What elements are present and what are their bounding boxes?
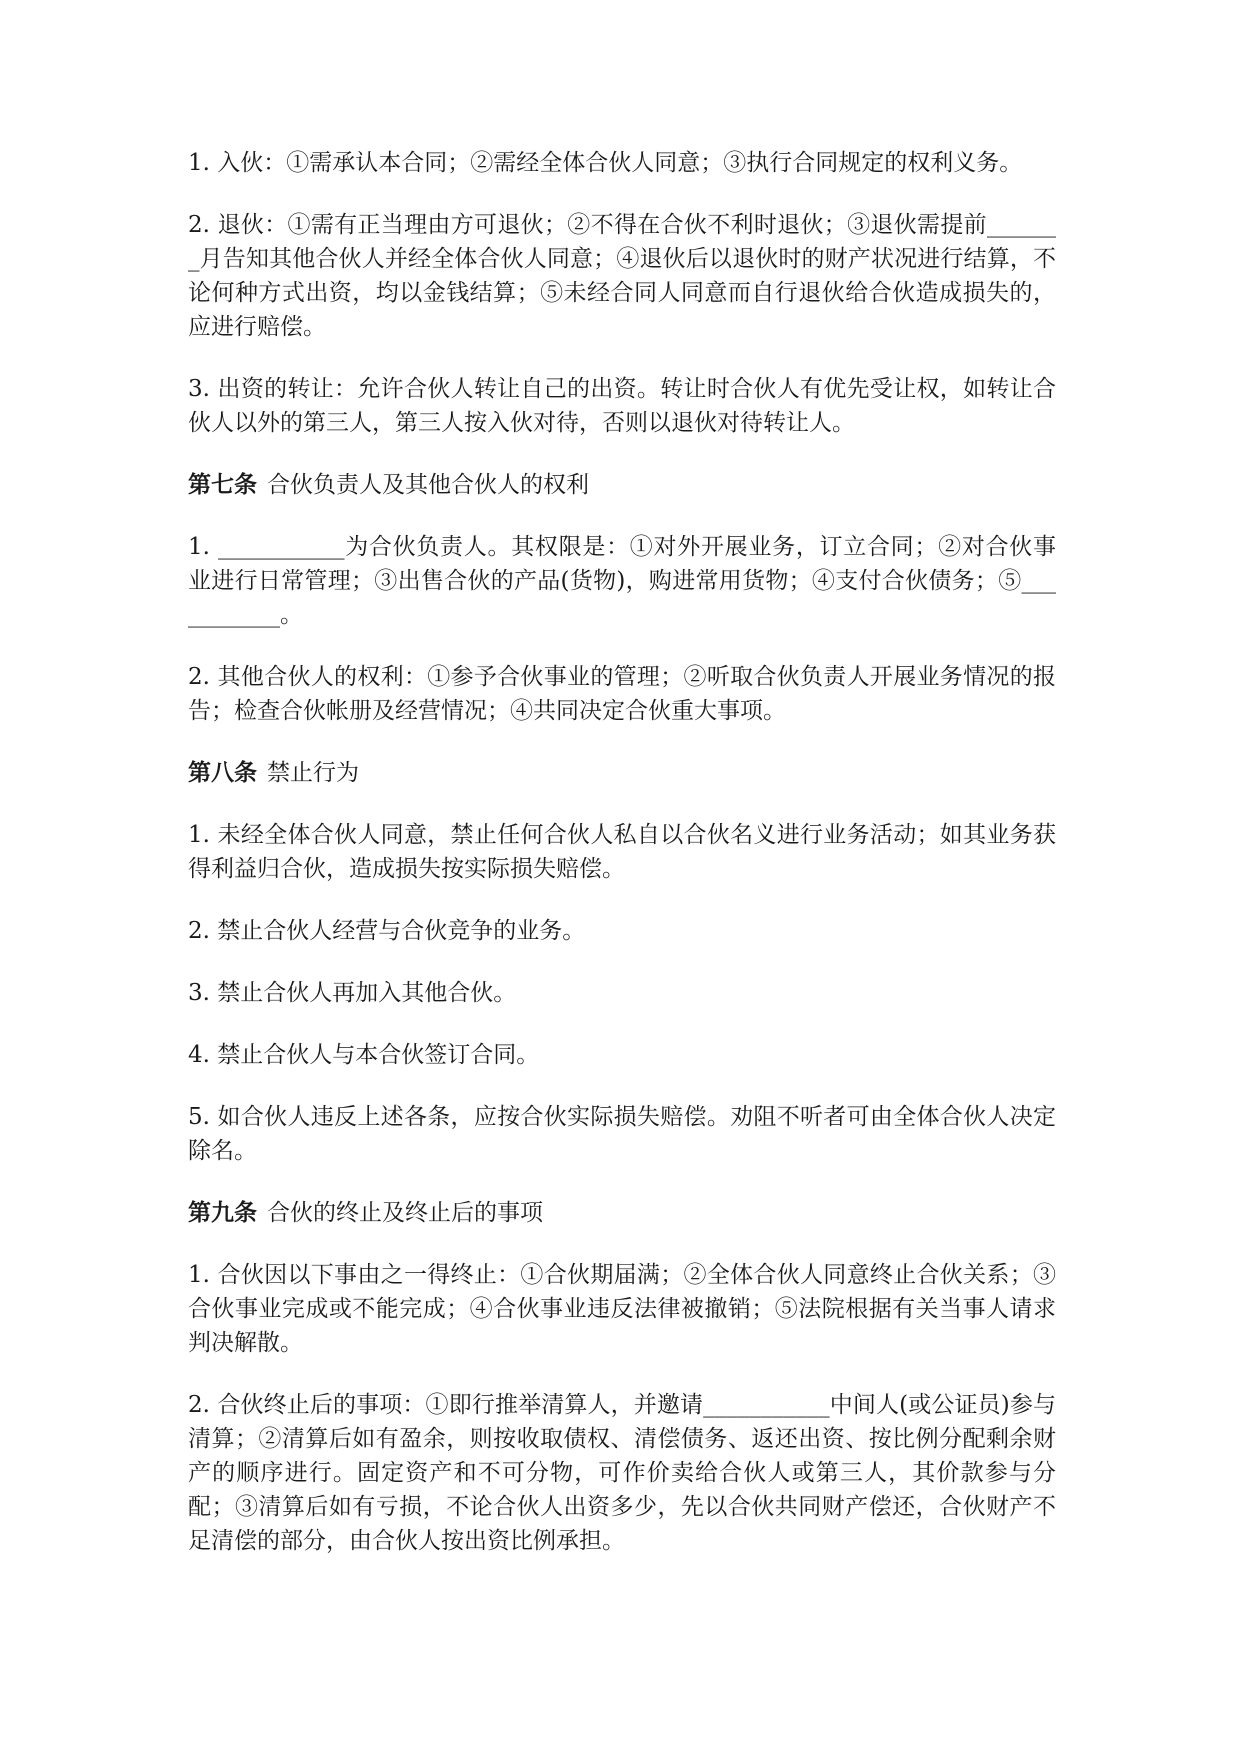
clause-paragraph: 2. 其他合伙人的权利：①参予合伙事业的管理；②听取合伙负责人开展业务情况的报告；检查合伙帐册及经营情况；④共同决定合伙重大事项。 [188,664,1056,724]
article-heading [188,756,1056,790]
article-number: 第八条 [188,760,257,786]
article-title: 合伙负责人及其他合伙人的权利 [267,472,589,498]
clause-paragraph: 2. 禁止合伙人经营与合伙竞争的业务。 [188,918,586,944]
clause-paragraph: 5. 如合伙人违反上述各条，应按合伙实际损失赔偿。劝阻不听者可由全体合伙人决定除名。 [188,1104,1056,1164]
article-heading [188,468,1056,502]
article-title: 合伙的终止及终止后的事项 [267,1200,543,1226]
clause-paragraph: 1. ___________为合伙负责人。其权限是：①对外开展业务，订立合同；②对合伙事业进行日常管理；③出售合伙的产品(货物)，购进常用货物；④支付合伙债务；⑤___________。 [188,534,1056,628]
clause-paragraph: 4. 禁止合伙人与本合伙签订合同。 [188,1042,540,1068]
article-title: 禁止行为 [267,760,359,786]
clause-paragraph: 2. 退伙：①需有正当理由方可退伙；②不得在合伙不利时退伙；③退伙需提前_______月告知其他合伙人并经全体合伙人同意；④退伙后以退伙时的财产状况进行结算，不论何种方式出资，均以金钱结算；⑤未经合同人同意而自行退伙给合伙造成损失的，应进行赔偿。 [188,212,1056,340]
document-body [188,146,1056,1586]
clause-paragraph: 1. 合伙因以下事由之一得终止：①合伙期届满；②全体合伙人同意终止合伙关系；③合伙事业完成或不能完成；④合伙事业违反法律被撤销；⑤法院根据有关当事人请求判决解散。 [188,1262,1056,1356]
article-number: 第九条 [188,1200,257,1226]
clause-paragraph: 3. 禁止合伙人再加入其他合伙。 [188,980,517,1006]
clause-paragraph: 3. 出资的转让：允许合伙人转让自己的出资。转让时合伙人有优先受让权，如转让合伙人以外的第三人，第三人按入伙对待，否则以退伙对待转让人。 [188,376,1056,436]
article-heading [188,1196,1056,1230]
clause-paragraph: 2. 合伙终止后的事项：①即行推举清算人，并邀请___________中间人(或公证员)参与清算；②清算后如有盈余，则按收取债权、清偿债务、返还出资、按比例分配剩余财产的顺序进行。固定资产和不可分物，可作价卖给合伙人或第三人，其价款参与分配；③清算后如有亏损，不论合伙人出资多少，先以合伙共同财产偿还，合伙财产不足清偿的部分，由合伙人按出资比例承担。 [188,1392,1056,1554]
clause-paragraph: 1. 入伙：①需承认本合同；②需经全体合伙人同意；③执行合同规定的权利义务。 [188,150,1023,176]
article-number: 第七条 [188,472,257,498]
clause-paragraph: 1. 未经全体合伙人同意，禁止任何合伙人私自以合伙名义进行业务活动；如其业务获得利益归合伙，造成损失按实际损失赔偿。 [188,822,1056,882]
